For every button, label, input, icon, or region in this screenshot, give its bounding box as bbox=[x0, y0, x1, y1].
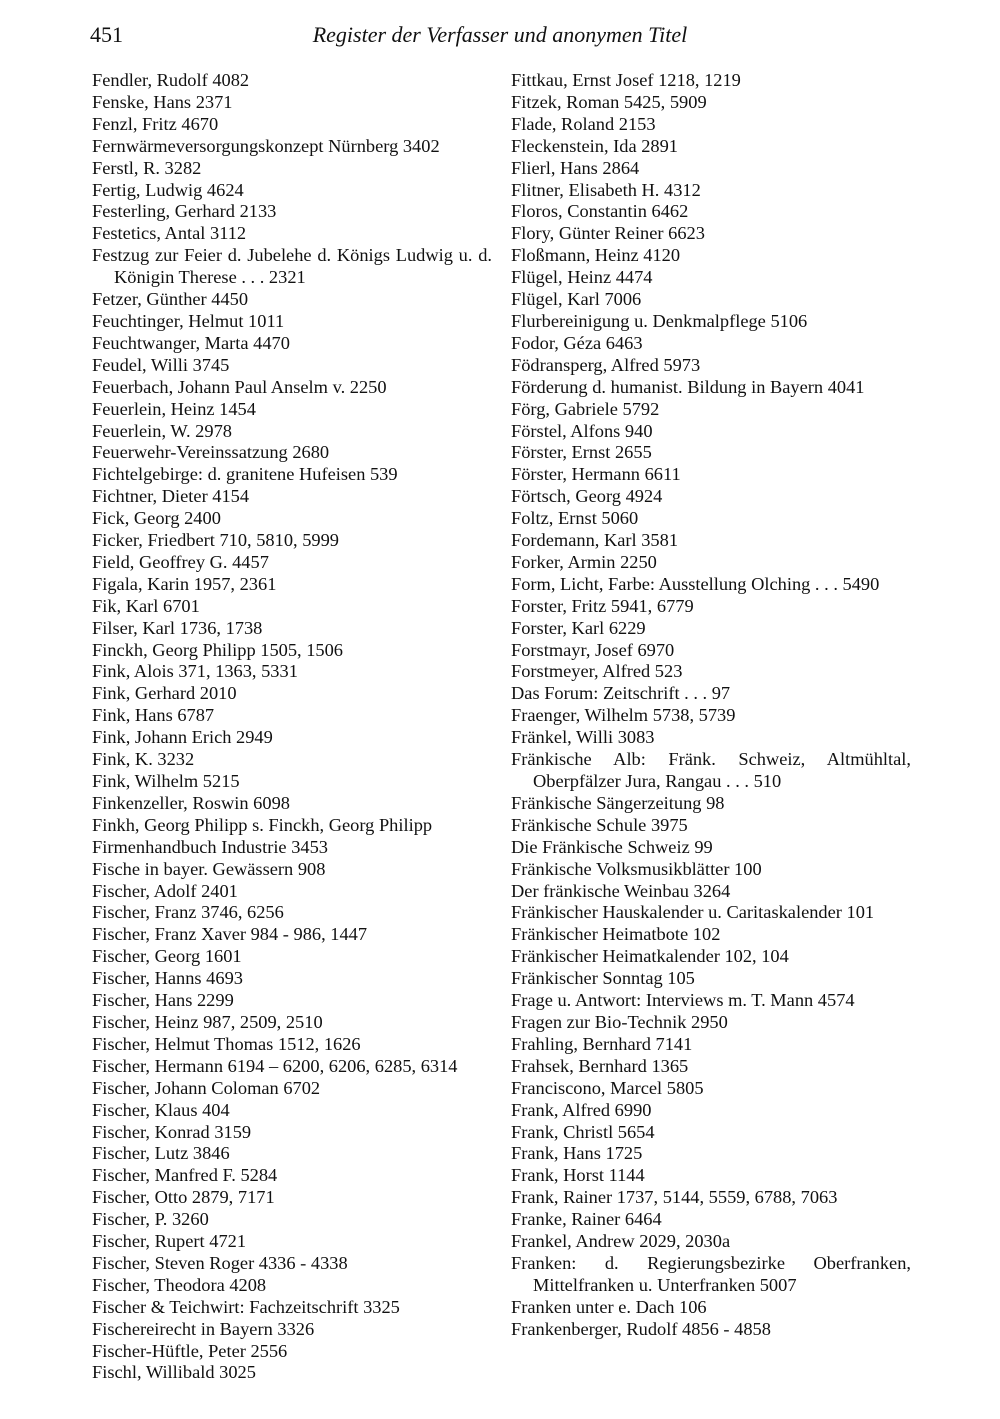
index-entry: Franke, Rainer 6464 bbox=[511, 1209, 662, 1230]
index-entry: Fischer, Lutz 3846 bbox=[92, 1143, 230, 1164]
index-entry: Floßmann, Heinz 4120 bbox=[511, 245, 681, 266]
index-entry: Festerling, Gerhard 2133 bbox=[92, 201, 277, 222]
index-entry: Fischer, Theodora 4208 bbox=[92, 1274, 267, 1295]
index-entry: Fitzek, Roman 5425, 5909 bbox=[511, 91, 707, 112]
index-entry: Fenske, Hans 2371 bbox=[92, 91, 233, 112]
index-entry: Form, Licht, Farbe: Ausstellung Olching . . . 5490 bbox=[511, 573, 880, 594]
index-entry: Förstel, Alfons 940 bbox=[511, 420, 653, 441]
index-entry: Fischer, Rupert 4721 bbox=[92, 1231, 247, 1252]
index-entry: Frank, Rainer 1737, 5144, 5559, 6788, 7063 bbox=[511, 1187, 838, 1208]
index-entry: Frage u. Antwort: Interviews m. T. Mann 4574 bbox=[511, 990, 855, 1011]
index-entry: Franken: d. Regierungsbezirke Oberfranken, Mittelfranken u. Unterfranken 5007 bbox=[511, 1252, 911, 1295]
index-entry: Feuchtinger, Helmut 1011 bbox=[92, 310, 285, 331]
index-entry: Fischer, Manfred F. 5284 bbox=[92, 1165, 278, 1186]
index-entry: Fink, Hans 6787 bbox=[92, 705, 215, 726]
index-entry: Filser, Karl 1736, 1738 bbox=[92, 617, 263, 638]
index-entry: Feuerlein, Heinz 1454 bbox=[92, 398, 256, 419]
index-column-left bbox=[92, 70, 492, 1384]
index-entry: Fränkische Sängerzeitung 98 bbox=[511, 792, 725, 813]
index-entry: Fischer, Johann Coloman 6702 bbox=[92, 1077, 321, 1098]
index-entry: Flory, Günter Reiner 6623 bbox=[511, 223, 705, 244]
index-entry: Festzug zur Feier d. Jubelehe d. Königs Ludwig u. d. Königin Therese . . . 2321 bbox=[92, 245, 492, 288]
index-entry: Figala, Karin 1957, 2361 bbox=[92, 573, 277, 594]
index-entry: Fischer, P. 3260 bbox=[92, 1209, 209, 1230]
index-entry: Frank, Hans 1725 bbox=[511, 1143, 643, 1164]
index-entry: Fischer, Franz 3746, 6256 bbox=[92, 902, 284, 923]
index-entry: Flade, Roland 2153 bbox=[511, 113, 656, 134]
index-entry: Fordemann, Karl 3581 bbox=[511, 530, 679, 551]
index-entry: Franken unter e. Dach 106 bbox=[511, 1296, 707, 1317]
index-entry: Firmenhandbuch Industrie 3453 bbox=[92, 836, 328, 857]
index-entry: Förster, Hermann 6611 bbox=[511, 464, 681, 485]
index-entry: Das Forum: Zeitschrift . . . 97 bbox=[511, 683, 731, 704]
index-entry: Fernwärmeversorgungskonzept Nürnberg 3402 bbox=[92, 135, 440, 156]
index-entry: Frahling, Bernhard 7141 bbox=[511, 1033, 693, 1054]
index-entry: Fik, Karl 6701 bbox=[92, 595, 200, 616]
index-entry: Foltz, Ernst 5060 bbox=[511, 508, 639, 529]
index-entry: Frahsek, Bernhard 1365 bbox=[511, 1055, 689, 1076]
index-entry: Fischer, Franz Xaver 984 - 986, 1447 bbox=[92, 924, 368, 945]
index-entry: Förtsch, Georg 4924 bbox=[511, 486, 663, 507]
index-entry: Fische in bayer. Gewässern 908 bbox=[92, 858, 326, 879]
index-entry: Fick, Georg 2400 bbox=[92, 508, 221, 529]
index-entry: Fränkische Volksmusikblätter 100 bbox=[511, 858, 762, 879]
index-entry: Forster, Fritz 5941, 6779 bbox=[511, 595, 694, 616]
index-entry: Frank, Christl 5654 bbox=[511, 1121, 655, 1142]
index-entry: Finkenzeller, Roswin 6098 bbox=[92, 792, 290, 813]
page-number: 451 bbox=[90, 22, 123, 47]
index-entry: Feuchtwanger, Marta 4470 bbox=[92, 332, 290, 353]
index-entry: Forster, Karl 6229 bbox=[511, 617, 646, 638]
index-entry: Flurbereinigung u. Denkmalpflege 5106 bbox=[511, 310, 808, 331]
index-entry: Fleckenstein, Ida 2891 bbox=[511, 135, 679, 156]
index-entry: Fischer, Klaus 404 bbox=[92, 1099, 230, 1120]
index-entry: Fränkel, Willi 3083 bbox=[511, 727, 655, 748]
index-entry: Franciscono, Marcel 5805 bbox=[511, 1077, 704, 1098]
index-entry: Fränkischer Heimatbote 102 bbox=[511, 924, 721, 945]
index-entry: Festetics, Antal 3112 bbox=[92, 223, 247, 244]
index-entry: Fränkische Alb: Fränk. Schweiz, Altmühltal, Oberpfälzer Jura, Rangau . . . 510 bbox=[511, 749, 911, 791]
index-entry: Fenzl, Fritz 4670 bbox=[92, 113, 219, 134]
index-entry: Fischl, Willibald 3025 bbox=[92, 1362, 256, 1383]
index-entry: Feuerwehr-Vereinssatzung 2680 bbox=[92, 442, 330, 463]
index-entry: Fichtner, Dieter 4154 bbox=[92, 486, 250, 507]
index-entry: Fränkischer Hauskalender u. Caritaskalender 101 bbox=[511, 902, 875, 923]
index-entry: Feuerlein, W. 2978 bbox=[92, 420, 232, 441]
index-entry: Feuerbach, Johann Paul Anselm v. 2250 bbox=[92, 376, 387, 397]
index-entry: Fischer, Hanns 4693 bbox=[92, 968, 243, 989]
index-entry: Fränkische Schule 3975 bbox=[511, 814, 688, 835]
index-entry: Frank, Horst 1144 bbox=[511, 1165, 645, 1186]
index-entry: Fischer-Hüftle, Peter 2556 bbox=[92, 1340, 288, 1361]
index-entry: Fischer, Adolf 2401 bbox=[92, 880, 238, 901]
index-entry: Fischereirecht in Bayern 3326 bbox=[92, 1318, 315, 1339]
index-entry: Fischer, Helmut Thomas 1512, 1626 bbox=[92, 1033, 361, 1054]
index-entry: Förg, Gabriele 5792 bbox=[511, 398, 660, 419]
index-entry: Flierl, Hans 2864 bbox=[511, 157, 640, 178]
index-entry: Fink, K. 3232 bbox=[92, 749, 195, 770]
index-entry: Fink, Wilhelm 5215 bbox=[92, 771, 240, 791]
index-entry: Ferstl, R. 3282 bbox=[92, 157, 202, 178]
index-entry: Forstmeyer, Alfred 523 bbox=[511, 661, 683, 682]
running-title: Register der Verfasser und anonymen Titel bbox=[312, 22, 688, 47]
index-entry: Fichtelgebirge: d. granitene Hufeisen 539 bbox=[92, 464, 398, 485]
index-entry: Förster, Ernst 2655 bbox=[511, 442, 652, 463]
index-entry: Die Fränkische Schweiz 99 bbox=[511, 836, 713, 857]
index-entry: Fischer, Georg 1601 bbox=[92, 946, 242, 967]
index-entry: Fischer & Teichwirt: Fachzeitschrift 3325 bbox=[92, 1296, 400, 1317]
index-entry: Fodor, Géza 6463 bbox=[511, 332, 643, 353]
index-entry: Field, Geoffrey G. 4457 bbox=[92, 551, 269, 572]
index-entry: Frankenberger, Rudolf 4856 - 4858 bbox=[511, 1318, 771, 1339]
index-entry: Fink, Johann Erich 2949 bbox=[92, 727, 273, 748]
index-entry: Fink, Gerhard 2010 bbox=[92, 683, 237, 704]
index-entry: Fischer, Otto 2879, 7171 bbox=[92, 1187, 275, 1208]
index-entry: Fetzer, Günther 4450 bbox=[92, 289, 249, 310]
index-entry: Ficker, Friedbert 710, 5810, 5999 bbox=[92, 530, 339, 551]
index-entry: Födransperg, Alfred 5973 bbox=[511, 354, 701, 375]
index-entry: Forker, Armin 2250 bbox=[511, 551, 657, 572]
index-entry: Fränkischer Heimatkalender 102, 104 bbox=[511, 946, 789, 967]
index-entry: Frank, Alfred 6990 bbox=[511, 1099, 652, 1120]
index-entry: Flitner, Elisabeth H. 4312 bbox=[511, 179, 701, 200]
index-entry: Fittkau, Ernst Josef 1218, 1219 bbox=[511, 70, 741, 90]
index-entry: Fischer, Konrad 3159 bbox=[92, 1121, 252, 1142]
index-entry: Finkh, Georg Philipp s. Finckh, Georg Philipp bbox=[92, 814, 433, 835]
index-column-right bbox=[511, 70, 911, 1341]
index-entry: Fraenger, Wilhelm 5738, 5739 bbox=[511, 705, 736, 726]
index-entry: Finckh, Georg Philipp 1505, 1506 bbox=[92, 639, 344, 660]
index-entry: Fink, Alois 371, 1363, 5331 bbox=[92, 661, 298, 682]
index-entry: Flügel, Heinz 4474 bbox=[511, 267, 653, 288]
index-entry: Fischer, Steven Roger 4336 - 4338 bbox=[92, 1252, 348, 1273]
index-entry: Fendler, Rudolf 4082 bbox=[92, 70, 250, 90]
index-entry: Fragen zur Bio-Technik 2950 bbox=[511, 1011, 728, 1032]
index-entry: Forstmayr, Josef 6970 bbox=[511, 639, 675, 660]
index-entry: Fränkischer Sonntag 105 bbox=[511, 968, 695, 989]
index-entry: Feudel, Willi 3745 bbox=[92, 354, 230, 375]
page-header bbox=[90, 22, 910, 56]
index-entry: Der fränkische Weinbau 3264 bbox=[511, 880, 731, 901]
index-entry: Fischer, Hermann 6194 – 6200, 6206, 6285, 6314 bbox=[92, 1055, 458, 1076]
index-entry: Flügel, Karl 7006 bbox=[511, 289, 642, 310]
index-entry: Fertig, Ludwig 4624 bbox=[92, 179, 244, 200]
index-entry: Frankel, Andrew 2029, 2030a bbox=[511, 1231, 731, 1252]
index-entry: Fischer, Heinz 987, 2509, 2510 bbox=[92, 1011, 323, 1032]
index-entry: Förderung d. humanist. Bildung in Bayern 4041 bbox=[511, 376, 865, 397]
index-entry: Floros, Constantin 6462 bbox=[511, 201, 689, 222]
index-entry: Fischer, Hans 2299 bbox=[92, 990, 234, 1011]
